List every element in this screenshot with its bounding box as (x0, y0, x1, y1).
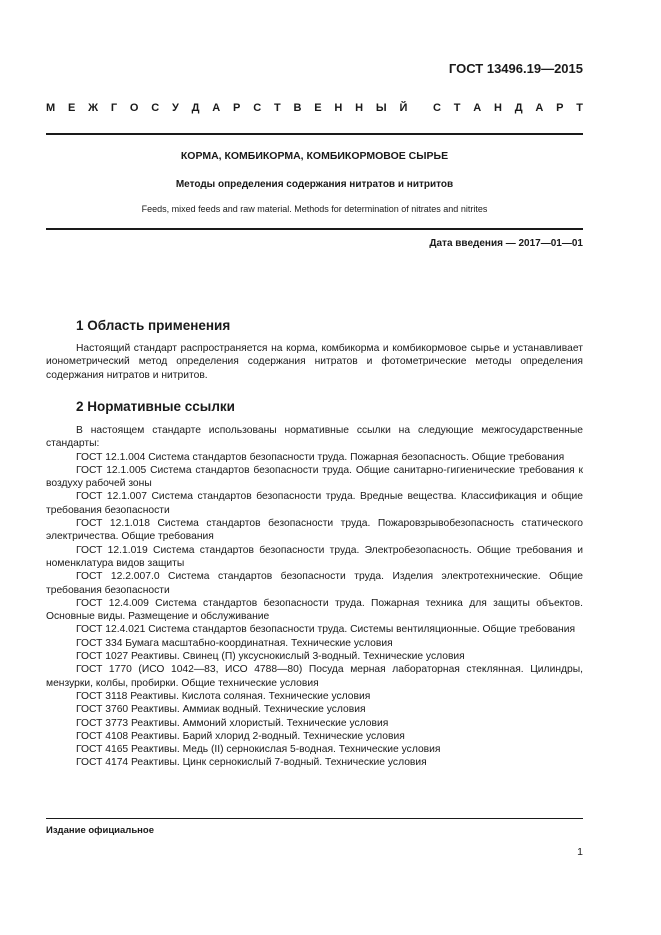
document-title: КОРМА, КОМБИКОРМА, КОМБИКОРМОВОЕ СЫРЬЕ (180, 150, 449, 162)
document-subtitle: Методы определения содержания нитратов и нитритов (175, 179, 454, 190)
interstate-title-letter: А (212, 102, 221, 114)
interstate-title-letter: О (129, 102, 139, 114)
references-list (46, 424, 583, 770)
interstate-title-letter: Е (314, 102, 322, 114)
interstate-title-letter: Н (355, 102, 364, 114)
interstate-title-letter: Д (191, 102, 200, 114)
document-code: ГОСТ 13496.19—2015 (448, 61, 583, 76)
references-intro: В настоящем стандарте использованы нормативные ссылки на следующие межгосударственные стандарты: (46, 425, 583, 450)
interstate-title-letter: Т (453, 102, 461, 114)
interstate-title-letter: Р (556, 102, 564, 114)
reference-item: ГОСТ 12.4.009 Система стандартов безопасности труда. Пожарная техника для защиты объектов. Основные виды. Размещение и обслуживание (46, 597, 583, 623)
interstate-title-letter: А (535, 102, 544, 114)
reference-item: ГОСТ 12.1.004 Система стандартов безопасности труда. Пожарная безопасность. Общие требования (76, 451, 565, 463)
interstate-title-letter: В (293, 102, 302, 114)
reference-item: ГОСТ 4108 Реактивы. Барий хлорид 2-водный. Технические условия (76, 730, 405, 742)
reference-item: ГОСТ 334 Бумага масштабно-координатная. Технические условия (76, 637, 393, 649)
interstate-title-letter: Т (273, 102, 281, 114)
reference-item: ГОСТ 3118 Реактивы. Кислота соляная. Технические условия (76, 690, 371, 702)
reference-item: ГОСТ 12.1.018 Система стандартов безопасности труда. Пожаровзрывобезопасность статического электричества. Общие требования (46, 518, 583, 543)
interstate-title-letter: С (432, 102, 441, 114)
interstate-title-letter: С (253, 102, 262, 114)
reference-item: ГОСТ 3773 Реактивы. Аммоний хлористый. Технические условия (76, 717, 389, 729)
interstate-standard-title (46, 102, 583, 114)
document-title-english: Feeds, mixed feeds and raw material. Methods for determination of nitrates and nitrites (141, 204, 488, 214)
interstate-title-letter: Н (493, 102, 502, 114)
scope-text: Настоящий стандарт распространяется на корма, комбикорма и комбикормовое сырье и устанавливает ионометрический метод определения содержания нитратов и фотометрические методы определения содержания нитратов и нитритов. (46, 343, 583, 381)
interstate-title-letter: Д (514, 102, 523, 114)
interstate-title-letter: Г (110, 102, 118, 114)
section-heading-references: 2 Нормативные ссылки (76, 399, 235, 414)
reference-item: ГОСТ 12.2.007.0 Система стандартов безопасности труда. Изделия электротехнические. Общие требования безопасности (46, 571, 583, 596)
interstate-title-letter: Ж (88, 102, 99, 114)
interstate-title-letter: Ы (375, 102, 387, 114)
interstate-title-letter: Р (233, 102, 241, 114)
reference-item: ГОСТ 4165 Реактивы. Медь (II) сернокислая 5-водная. Технические условия (76, 744, 441, 756)
effective-date: Дата введения — 2017—01—01 (429, 238, 583, 249)
interstate-title-letter: А (473, 102, 482, 114)
interstate-title-letter: С (151, 102, 160, 114)
interstate-title-letter: Т (576, 102, 583, 114)
reference-item: ГОСТ 3760 Реактивы. Аммиак водный. Технические условия (76, 704, 366, 716)
section-scope-paragraph (46, 342, 583, 382)
page-number: 1 (577, 846, 583, 858)
footer-rule (46, 818, 583, 819)
header-rule-top (46, 133, 583, 135)
interstate-title-letter: Н (334, 102, 343, 114)
interstate-title-letter: Й (399, 102, 408, 114)
reference-item: ГОСТ 4174 Реактивы. Цинк сернокислый 7-водный. Технические условия (76, 757, 427, 769)
reference-item: ГОСТ 12.4.021 Система стандартов безопасности труда. Системы вентиляционные. Общие требования (76, 624, 576, 636)
section-heading-scope: 1 Область применения (76, 318, 231, 333)
reference-item: ГОСТ 12.1.019 Система стандартов безопасности труда. Электробезопасность. Общие требования и номенклатура видов защиты (46, 544, 583, 569)
reference-item: ГОСТ 1770 (ИСО 1042—83, ИСО 4788—80) Посуда мерная лабораторная стеклянная. Цилиндры, мензурки, колбы, пробирки. Общие технические условия (46, 664, 583, 689)
official-edition-label: Издание официальное (46, 825, 154, 836)
reference-item: ГОСТ 12.1.005 Система стандартов безопасности труда. Общие санитарно-гигиенические требования к воздуху рабочей зоны (46, 464, 583, 490)
header-rule-bottom (46, 228, 583, 230)
reference-item: ГОСТ 1027 Реактивы. Свинец (П) уксуснокислый 3-водный. Технические условия (76, 651, 465, 663)
interstate-title-letter: Е (67, 102, 76, 114)
interstate-title-letter: У (172, 102, 179, 114)
interstate-title-letter: М (46, 102, 56, 114)
reference-item: ГОСТ 12.1.007 Система стандартов безопасности труда. Вредные вещества. Классификация и общие требования безопасности (46, 491, 583, 516)
